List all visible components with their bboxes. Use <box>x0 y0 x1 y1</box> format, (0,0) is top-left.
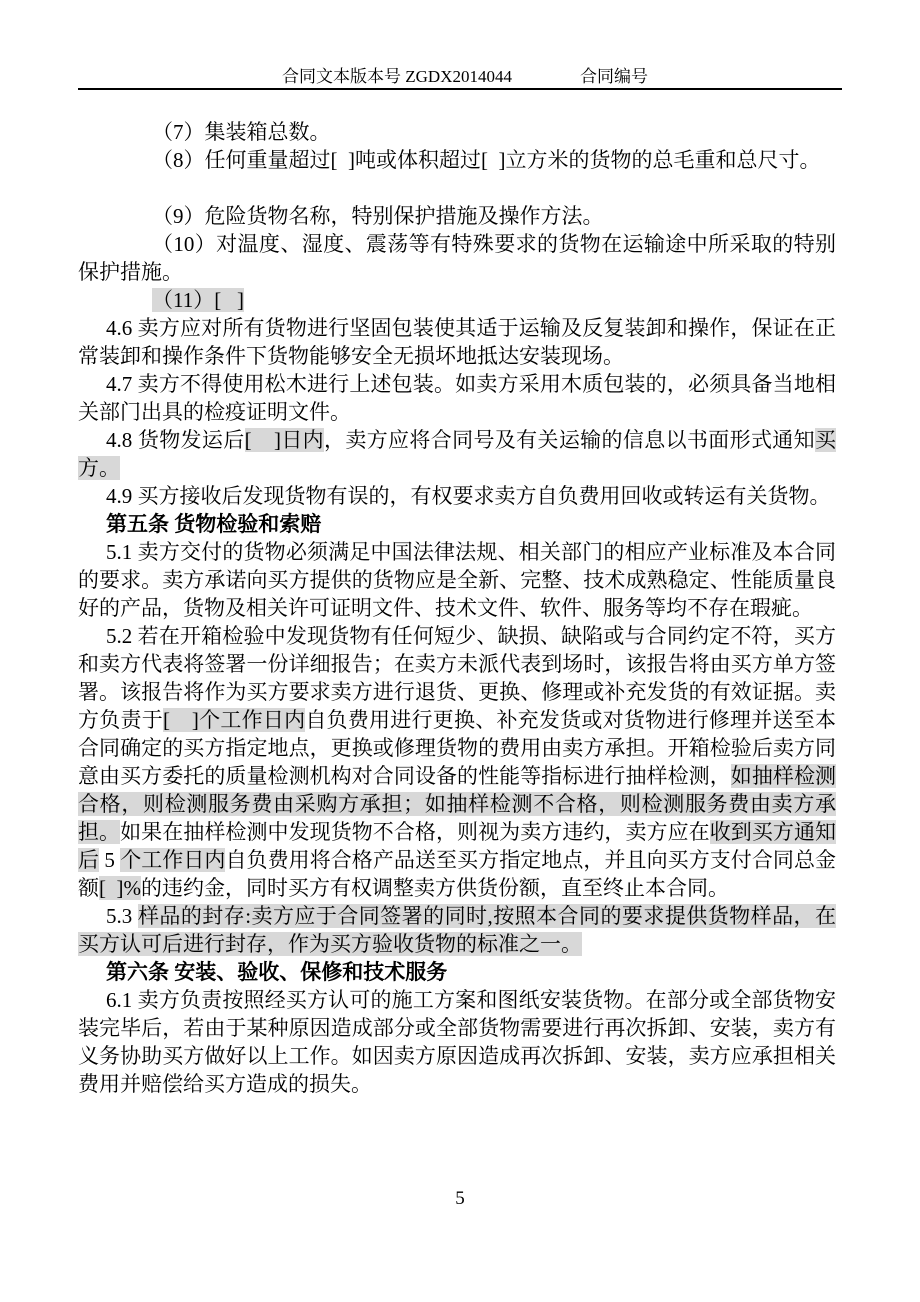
text-run: （9）危险货物名称，特别保护措施及操作方法。 <box>152 204 604 228</box>
list-item <box>78 202 836 230</box>
text-run: 5.2 若在开箱检验中发现货物有任何短少、缺损、缺陷或与合同约定不符，买方和卖方代表将签署一份详细报告；在卖方未派代表到场时，该报告将由买方单方签署。该报告将作为买方要求卖方进行退货、更换、修理或补充发货的有效证据。卖方负责于 <box>78 624 836 732</box>
highlighted-text: [ ]日内 <box>244 428 325 452</box>
text-run: 第六条 安装、验收、保修和技术服务 <box>106 960 448 984</box>
text-run: 自负费用进行更换、补充发货或对货物进行修理并送至本合同确定的买方指定地点，更换或修理货物的费用由卖方承担。开箱检验后卖方同意由买方委托的质量检测机构对合同设备的性能等指标进行抽样检测， <box>78 708 836 788</box>
text-run: 的违约金，同时买方有权调整卖方供货份额，直至终止本合同。 <box>140 876 729 900</box>
section-heading <box>78 510 836 538</box>
list-item <box>78 118 836 146</box>
text-run: 如果在抽样检测中发现货物不合格，则视为卖方违约，卖方应在 <box>120 820 710 844</box>
paragraph <box>78 986 836 1098</box>
highlighted-text: 个工作日内 <box>120 848 226 872</box>
paragraph <box>78 902 836 958</box>
text-run: 5 <box>99 848 121 872</box>
text-run: 4.7 卖方不得使用松木进行上述包装。如卖方采用木质包装的，必须具备当地相关部门出具的检疫证明文件。 <box>78 372 836 424</box>
header-version-label: 合同文本版本号 ZGDX2014044 <box>282 67 512 86</box>
text-run: 5.1 卖方交付的货物必须满足中国法律法规、相关部门的相应产业标准及本合同的要求。卖方承诺向买方提供的货物应是全新、完整、技术成熟稳定、性能质量良好的产品，货物及相关许可证明文件、技术文件、软件、服务等均不存在瑕疵。 <box>78 540 836 620</box>
highlighted-text: 收到买方通知后 <box>78 820 837 872</box>
document-body <box>78 118 836 1098</box>
page-header <box>78 60 842 90</box>
text-run: （7）集装箱总数。 <box>152 120 331 144</box>
text-run: （10）对温度、湿度、震荡等有特殊要求的货物在运输途中所采取的特别保护措施。 <box>78 232 836 284</box>
section-heading <box>78 958 836 986</box>
header-contract-no-label: 合同编号 <box>580 67 648 86</box>
paragraph <box>78 370 836 426</box>
highlighted-text: [ ]个工作日内 <box>162 708 306 732</box>
highlighted-text: 如抽样检测合格，则检测服务费由采购方承担；如抽样检测不合格，则检测服务费由卖方承担。 <box>78 764 837 844</box>
text-run: 4.8 货物发运后 <box>106 428 245 452</box>
text-run: （8）任何重量超过[ ]吨或体积超过[ ]立方米的货物的总毛重和总尺寸。 <box>152 148 821 172</box>
text-run: 自负费用将合格产品送至买方指定地点，并且向买方支付合同总金额 <box>78 848 837 900</box>
paragraph <box>78 622 836 902</box>
list-item <box>78 230 836 286</box>
highlighted-text: 样品的封存:卖方应于合同签署的同时,按照本合同的要求提供货物样品，在买方认可后进行封存，作为买方验收货物的标准之一。 <box>78 904 836 956</box>
text-run: 4.6 卖方应对所有货物进行坚固包装使其适于运输及反复装卸和操作，保证在正常装卸和操作条件下货物能够安全无损坏地抵达安装现场。 <box>78 316 836 368</box>
list-item <box>78 286 836 314</box>
highlighted-text: （11）[ ] <box>152 288 244 312</box>
page-number: 5 <box>455 1188 465 1209</box>
text-run: 6.1 卖方负责按照经买方认可的施工方案和图纸安装货物。在部分或全部货物安装完毕后，若由于某种原因造成部分或全部货物需要进行再次拆卸、安装，卖方有义务协助买方做好以上工作。如因卖方原因造成再次拆卸、安装，卖方应承担相关费用并赔偿给买方造成的损失。 <box>78 988 836 1096</box>
list-item <box>78 146 836 174</box>
paragraph <box>78 482 836 510</box>
highlighted-text: [ ]% <box>99 876 141 900</box>
text-run: 第五条 货物检验和索赔 <box>106 512 322 536</box>
text-run: 4.9 买方接收后发现货物有误的，有权要求卖方自负费用回收或转运有关货物。 <box>106 484 831 508</box>
text-run: ，卖方应将合同号及有关运输的信息以书面形式通知 <box>324 428 815 452</box>
paragraph <box>78 426 836 482</box>
blank-line <box>78 174 836 202</box>
paragraph <box>78 314 836 370</box>
highlighted-text: 买方。 <box>78 428 836 480</box>
paragraph <box>78 538 836 622</box>
text-run: 5.3 <box>106 904 138 928</box>
